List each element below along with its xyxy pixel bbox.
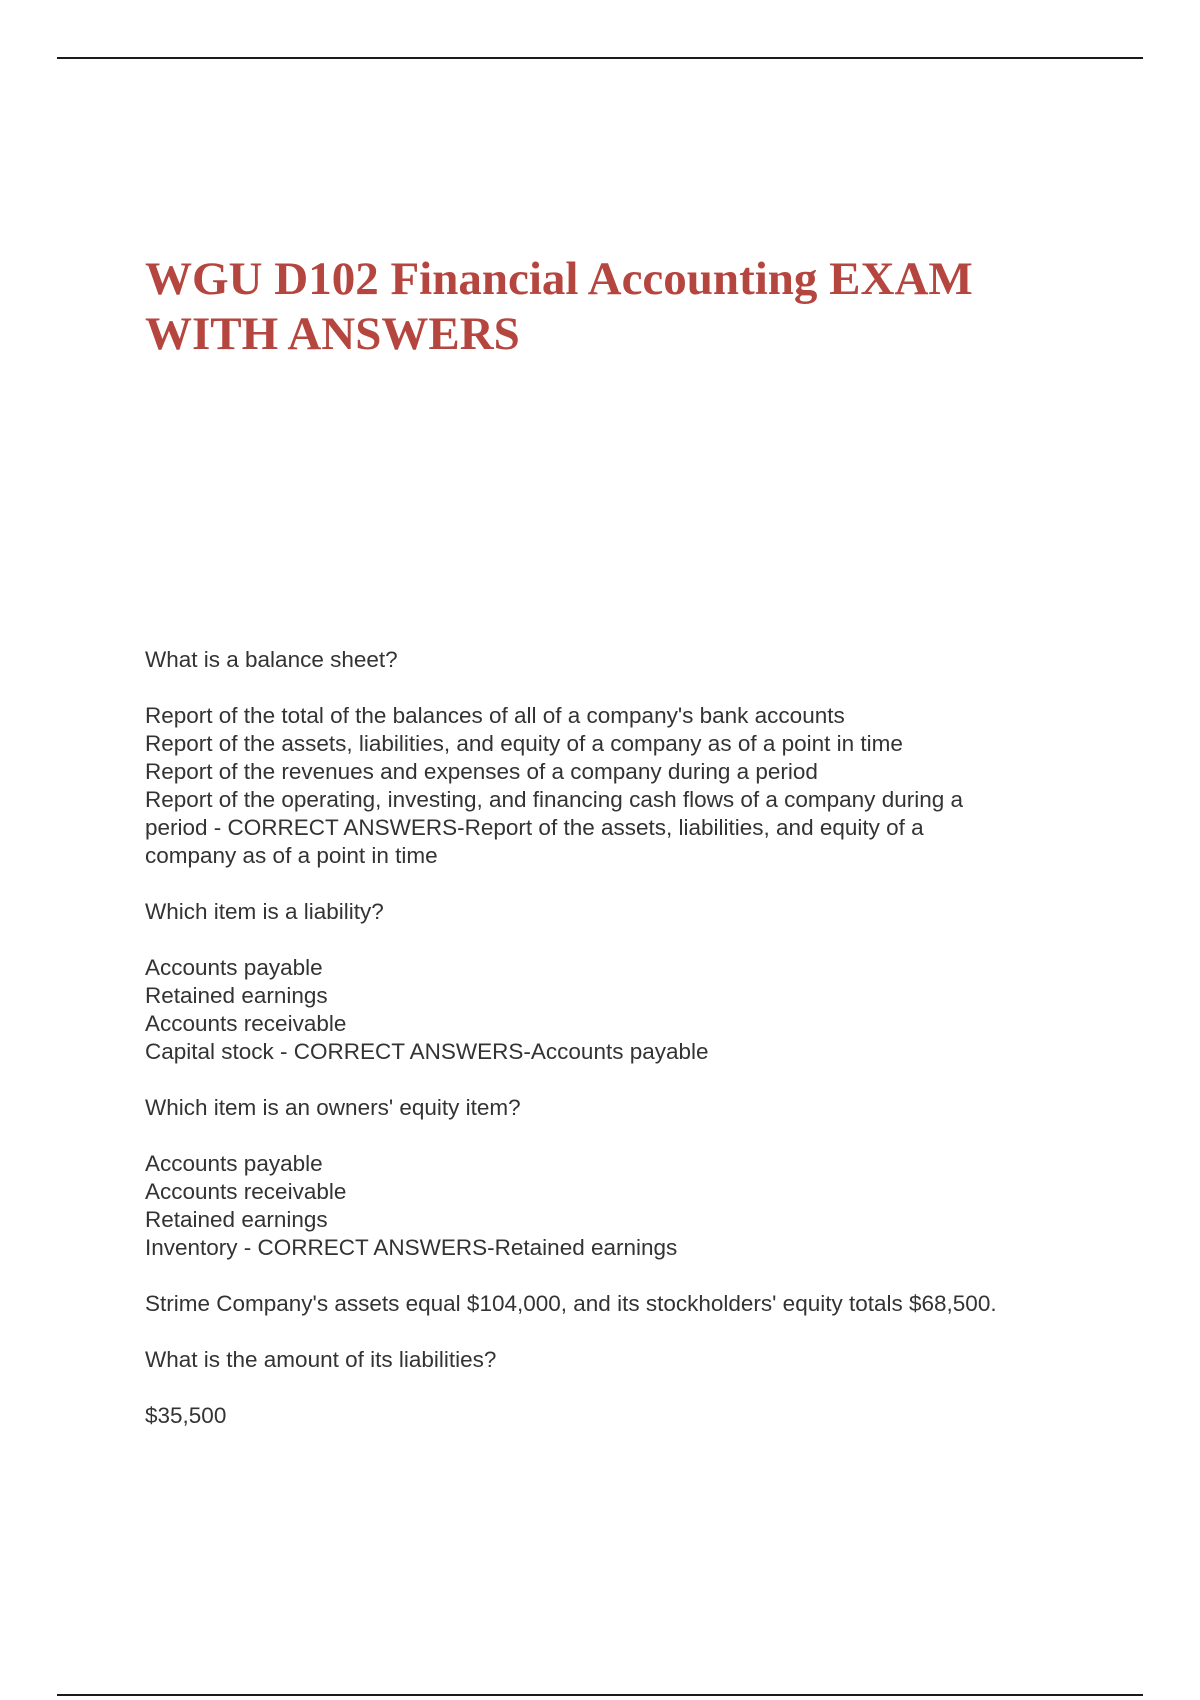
answer-line: Report of the assets, liabilities, and equity of a company as of a point in time: [145, 731, 903, 756]
answer-line: period - CORRECT ANSWERS-Report of the assets, liabilities, and equity of a: [145, 815, 924, 840]
answer-line: Accounts receivable: [145, 1179, 347, 1204]
answer-line: Accounts payable: [145, 1151, 323, 1176]
document-body: [145, 646, 1105, 1458]
answer-line: Accounts receivable: [145, 1011, 347, 1036]
answer-block-1: [145, 702, 1105, 870]
answer-line: Report of the revenues and expenses of a company during a period: [145, 759, 818, 784]
answer-line: Retained earnings: [145, 1207, 328, 1232]
answer-line: Capital stock - CORRECT ANSWERS-Accounts payable: [145, 1039, 709, 1064]
problem-statement: Strime Company's assets equal $104,000, and its stockholders' equity totals $68,500.: [145, 1291, 997, 1316]
answer-line: Retained earnings: [145, 983, 328, 1008]
answer-line: Report of the operating, investing, and financing cash flows of a company during a: [145, 787, 963, 812]
problem-question: What is the amount of its liabilities?: [145, 1347, 497, 1372]
answer-line: Report of the total of the balances of all of a company's bank accounts: [145, 703, 845, 728]
question-1: What is a balance sheet?: [145, 647, 398, 672]
answer-block-3: [145, 1150, 1105, 1262]
problem-option: $35,500: [145, 1403, 227, 1428]
answer-line: company as of a point in time: [145, 843, 438, 868]
answer-line: Accounts payable: [145, 955, 323, 980]
title-line-2: WITH ANSWERS: [145, 308, 520, 360]
bottom-rule: [57, 1694, 1143, 1696]
question-2: Which item is a liability?: [145, 899, 384, 924]
answer-block-2: [145, 954, 1105, 1066]
question-3: Which item is an owners' equity item?: [145, 1095, 521, 1120]
title-line-1: WGU D102 Financial Accounting EXAM: [145, 253, 973, 305]
top-rule: [57, 57, 1143, 59]
document-title: [145, 252, 1105, 362]
answer-line: Inventory - CORRECT ANSWERS-Retained earnings: [145, 1235, 678, 1260]
